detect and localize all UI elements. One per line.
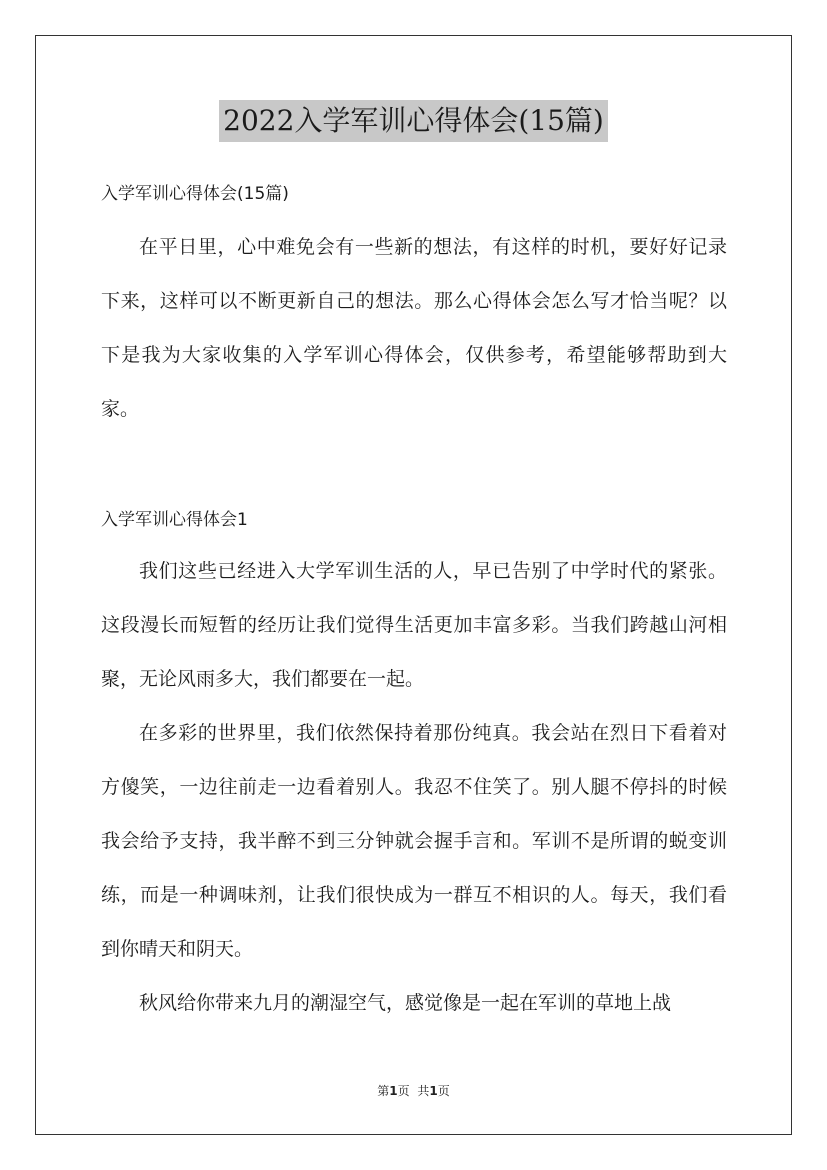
total-prefix: 共 — [417, 1084, 430, 1098]
page-footer — [0, 1082, 827, 1099]
title-container — [0, 100, 827, 142]
intro-section — [101, 220, 727, 436]
section-1-paragraph: 在多彩的世界里，我们依然保持着那份纯真。我会站在烈日下看着对方傻笑，一边往前走一边看着别人。我忍不住笑了。别人腿不停抖的时候我会给予支持，我半醉不到三分钟就会握手言和。军训不是所谓的蜕变训练，而是一种调味剂，让我们很快成为一群互不相识的人。每天，我们看到你晴天和阴天。 — [101, 722, 727, 960]
section-1-paragraph: 我们这些已经进入大学军训生活的人，早已告别了中学时代的紧张。这段漫长而短暂的经历让我们觉得生活更加丰富多彩。当我们跨越山河相聚，无论风雨多大，我们都要在一起。 — [101, 560, 727, 690]
page-label-prefix: 第 — [377, 1084, 390, 1098]
document-subtitle: 入学军训心得体会(15篇) — [101, 184, 289, 204]
total-suffix: 页 — [437, 1084, 450, 1098]
section-1-body — [101, 544, 727, 1030]
section-1-paragraph: 秋风给你带来九月的潮湿空气，感觉像是一起在军训的草地上战 — [139, 992, 672, 1014]
document-title: 2022入学军训心得体会(15篇) — [219, 100, 608, 142]
total-pages: 1 — [429, 1084, 438, 1098]
page-number: 1 — [389, 1084, 398, 1098]
section-1-heading: 入学军训心得体会1 — [101, 510, 248, 530]
page-label-suffix: 页 — [397, 1084, 410, 1098]
intro-paragraph: 在平日里，心中难免会有一些新的想法，有这样的时机，要好好记录下来，这样可以不断更新自己的想法。那么心得体会怎么写才恰当呢？以下是我为大家收集的入学军训心得体会，仅供参考，希望能够帮助到大家。 — [101, 236, 727, 420]
